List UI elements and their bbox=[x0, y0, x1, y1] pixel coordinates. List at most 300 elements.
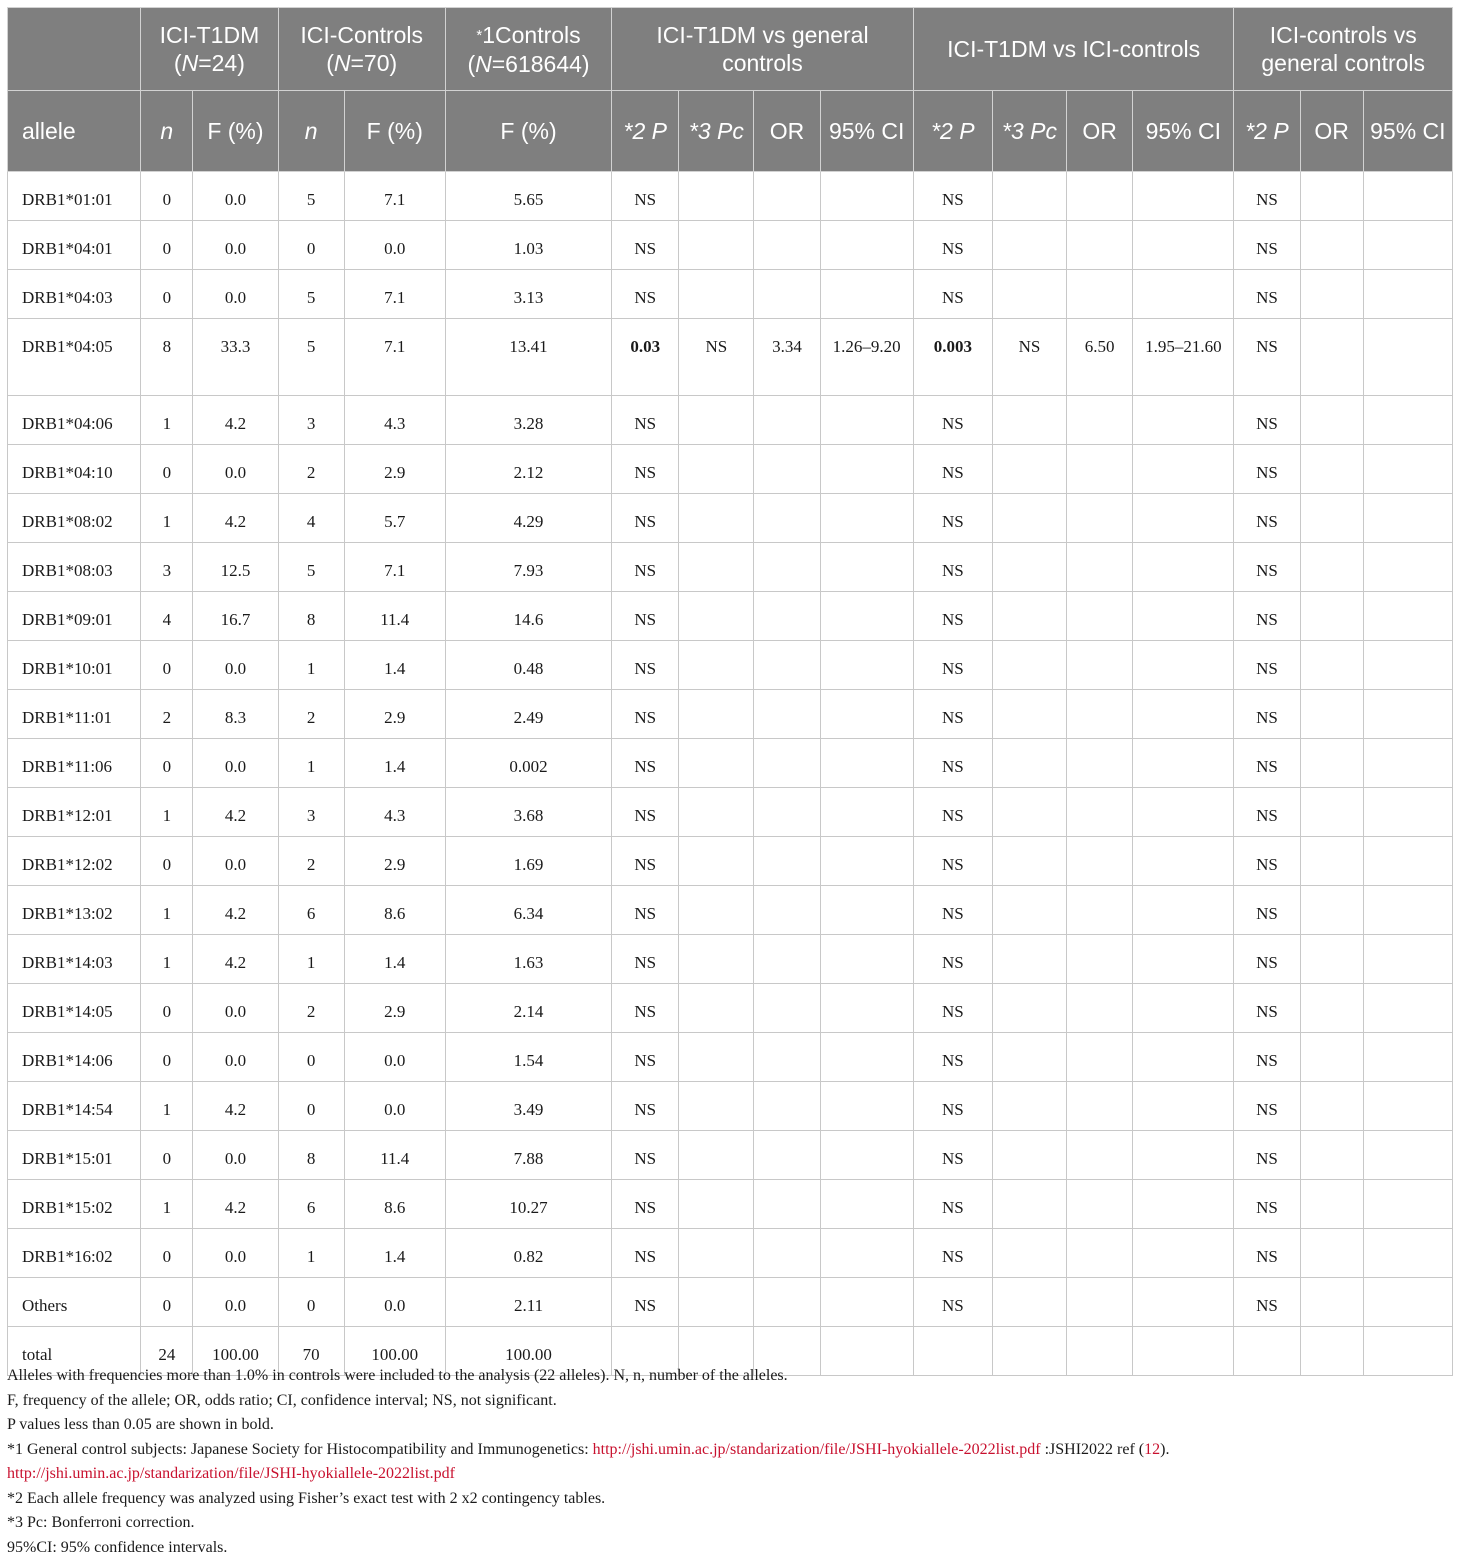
cell-p5: NS bbox=[913, 1180, 992, 1229]
cell-f1: 0.0 bbox=[193, 221, 278, 270]
cell-n2: 6 bbox=[278, 1180, 344, 1229]
cell-or5 bbox=[1067, 788, 1133, 837]
cell-or4 bbox=[754, 221, 820, 270]
cell-allele: DRB1*09:01 bbox=[8, 592, 141, 641]
cell-f2: 11.4 bbox=[344, 1131, 445, 1180]
cell-pc4: NS bbox=[679, 319, 754, 396]
header-ici-controls-n-letter: N bbox=[333, 50, 351, 76]
cell-ci6 bbox=[1363, 1278, 1452, 1327]
col-p5: *2 P bbox=[913, 91, 992, 172]
cell-p4: NS bbox=[612, 1278, 679, 1327]
cell-allele: DRB1*08:02 bbox=[8, 494, 141, 543]
footnote-line: 95%CI: 95% confidence intervals. bbox=[7, 1538, 228, 1556]
header-ici-controls-n-value: =70) bbox=[350, 50, 398, 76]
cell-f2: 4.3 bbox=[344, 788, 445, 837]
cell-f1: 0.0 bbox=[193, 984, 278, 1033]
table-row bbox=[8, 396, 1453, 445]
cell-or5 bbox=[1067, 1131, 1133, 1180]
table-row bbox=[8, 494, 1453, 543]
cell-n2: 0 bbox=[278, 1033, 344, 1082]
cell-f2: 11.4 bbox=[344, 592, 445, 641]
cell-n2: 8 bbox=[278, 1131, 344, 1180]
cell-p4: NS bbox=[612, 935, 679, 984]
cell-ci4 bbox=[820, 837, 913, 886]
cell-pc5 bbox=[992, 592, 1066, 641]
cell-f1: 100.00 bbox=[193, 1327, 278, 1376]
cell-pc4 bbox=[679, 494, 754, 543]
cell-p6: NS bbox=[1234, 1131, 1300, 1180]
cell-or4 bbox=[754, 690, 820, 739]
cell-or5 bbox=[1067, 221, 1133, 270]
cell-p5: NS bbox=[913, 543, 992, 592]
header-ici-t1dm-n-open: ( bbox=[173, 50, 182, 76]
cell-or4 bbox=[754, 592, 820, 641]
cell-p4: NS bbox=[612, 641, 679, 690]
header-general-controls-n-open: ( bbox=[467, 50, 476, 77]
cell-or6 bbox=[1300, 319, 1363, 396]
cell-f1: 4.2 bbox=[193, 1082, 278, 1131]
cell-p4: NS bbox=[612, 221, 679, 270]
cell-pc4 bbox=[679, 1033, 754, 1082]
header-general-controls-n-value: =618644) bbox=[491, 50, 590, 77]
table-row bbox=[8, 739, 1453, 788]
cell-or4 bbox=[754, 445, 820, 494]
cell-allele: DRB1*01:01 bbox=[8, 172, 141, 221]
cell-p6: NS bbox=[1234, 1033, 1300, 1082]
cell-ci6 bbox=[1363, 1180, 1452, 1229]
cell-ci6 bbox=[1363, 886, 1452, 935]
cell-or5: 6.50 bbox=[1067, 319, 1133, 396]
cell-n1: 0 bbox=[141, 641, 193, 690]
cell-p6: NS bbox=[1234, 935, 1300, 984]
cell-ci6 bbox=[1363, 1082, 1452, 1131]
cell-allele: DRB1*14:54 bbox=[8, 1082, 141, 1131]
col-pc5: *3 Pc bbox=[992, 91, 1066, 172]
footnote-text: :JSHI2022 ref ( bbox=[1040, 1440, 1145, 1458]
table-row bbox=[8, 445, 1453, 494]
table-row bbox=[8, 1082, 1453, 1131]
cell-or5 bbox=[1067, 1180, 1133, 1229]
cell-f3: 1.69 bbox=[445, 837, 611, 886]
cell-f1: 0.0 bbox=[193, 1131, 278, 1180]
cell-ci4 bbox=[820, 1131, 913, 1180]
cell-or4 bbox=[754, 935, 820, 984]
cell-pc4 bbox=[679, 396, 754, 445]
cell-n1: 24 bbox=[141, 1327, 193, 1376]
cell-or6 bbox=[1300, 543, 1363, 592]
cell-n2: 6 bbox=[278, 886, 344, 935]
cell-ci4 bbox=[820, 1229, 913, 1278]
col-n1: n bbox=[141, 91, 193, 172]
cell-n1: 0 bbox=[141, 445, 193, 494]
cell-f3: 7.88 bbox=[445, 1131, 611, 1180]
cell-or4 bbox=[754, 1180, 820, 1229]
cell-f2: 2.9 bbox=[344, 837, 445, 886]
cell-p6: NS bbox=[1234, 788, 1300, 837]
footnote-line bbox=[7, 1438, 1447, 1463]
cell-p4: NS bbox=[612, 396, 679, 445]
cell-ci6 bbox=[1363, 1229, 1452, 1278]
cell-f3: 2.49 bbox=[445, 690, 611, 739]
hla-allele-table bbox=[7, 7, 1453, 1376]
cell-f2: 8.6 bbox=[344, 1180, 445, 1229]
col-n2: n bbox=[278, 91, 344, 172]
cell-f2: 7.1 bbox=[344, 270, 445, 319]
cell-pc4 bbox=[679, 935, 754, 984]
cell-ci5 bbox=[1133, 1180, 1234, 1229]
cell-pc4 bbox=[679, 1278, 754, 1327]
col-f2: F (%) bbox=[344, 91, 445, 172]
col-ci4: 95% CI bbox=[820, 91, 913, 172]
cell-p6: NS bbox=[1234, 270, 1300, 319]
cell-ci6 bbox=[1363, 396, 1452, 445]
footnote-line: F, frequency of the allele; OR, odds ratio; CI, confidence interval; NS, not significant. bbox=[7, 1391, 557, 1409]
cell-p4: NS bbox=[612, 1180, 679, 1229]
table-row bbox=[8, 788, 1453, 837]
cell-ci5 bbox=[1133, 641, 1234, 690]
cell-f3: 1.63 bbox=[445, 935, 611, 984]
cell-p5: NS bbox=[913, 837, 992, 886]
cell-pc5 bbox=[992, 935, 1066, 984]
col-or6: OR bbox=[1300, 91, 1363, 172]
cell-p6: NS bbox=[1234, 1180, 1300, 1229]
cell-p6: NS bbox=[1234, 543, 1300, 592]
cell-pc4 bbox=[679, 445, 754, 494]
cell-p5: NS bbox=[913, 1033, 992, 1082]
table-row bbox=[8, 1180, 1453, 1229]
table-row bbox=[8, 1131, 1453, 1180]
cell-or5 bbox=[1067, 1082, 1133, 1131]
cell-or5 bbox=[1067, 837, 1133, 886]
cell-p6: NS bbox=[1234, 886, 1300, 935]
cell-f3: 1.03 bbox=[445, 221, 611, 270]
cell-or6 bbox=[1300, 837, 1363, 886]
cell-ci6 bbox=[1363, 172, 1452, 221]
cell-ci6 bbox=[1363, 837, 1452, 886]
cell-ci4 bbox=[820, 172, 913, 221]
table-row bbox=[8, 984, 1453, 1033]
table-row bbox=[8, 592, 1453, 641]
cell-f1: 4.2 bbox=[193, 1180, 278, 1229]
col-f3: F (%) bbox=[445, 91, 611, 172]
cell-or6 bbox=[1300, 445, 1363, 494]
cell-n2: 0 bbox=[278, 221, 344, 270]
header-ici-t1dm-label: ICI-T1DM bbox=[159, 22, 260, 48]
cell-n2: 5 bbox=[278, 270, 344, 319]
cell-allele: total bbox=[8, 1327, 141, 1376]
cell-ci5 bbox=[1133, 1278, 1234, 1327]
cell-or6 bbox=[1300, 1180, 1363, 1229]
cell-or4 bbox=[754, 543, 820, 592]
table-row bbox=[8, 1278, 1453, 1327]
cell-n2: 2 bbox=[278, 445, 344, 494]
table-body bbox=[8, 172, 1453, 1376]
cell-f2: 2.9 bbox=[344, 690, 445, 739]
table-footnotes bbox=[7, 1364, 1447, 1560]
cell-ci5 bbox=[1133, 270, 1234, 319]
cell-ci4 bbox=[820, 1278, 913, 1327]
cell-ci4: 1.26–9.20 bbox=[820, 319, 913, 396]
cell-ci5 bbox=[1133, 935, 1234, 984]
cell-allele: DRB1*04:05 bbox=[8, 319, 141, 396]
cell-allele: DRB1*04:03 bbox=[8, 270, 141, 319]
cell-p4: NS bbox=[612, 837, 679, 886]
cell-p5: NS bbox=[913, 494, 992, 543]
cell-n1: 0 bbox=[141, 1131, 193, 1180]
cell-or6 bbox=[1300, 788, 1363, 837]
cell-f3: 14.6 bbox=[445, 592, 611, 641]
cell-ci4 bbox=[820, 1033, 913, 1082]
col-or4: OR bbox=[754, 91, 820, 172]
table-row bbox=[8, 1033, 1453, 1082]
cell-p6: NS bbox=[1234, 641, 1300, 690]
cell-ci4 bbox=[820, 592, 913, 641]
cell-ci5 bbox=[1133, 1033, 1234, 1082]
cell-or6 bbox=[1300, 270, 1363, 319]
cell-p4: NS bbox=[612, 172, 679, 221]
cell-ci6 bbox=[1363, 592, 1452, 641]
cell-allele: DRB1*15:01 bbox=[8, 1131, 141, 1180]
header-ici-t1dm-n-letter: N bbox=[181, 50, 199, 76]
cell-p4: NS bbox=[612, 1082, 679, 1131]
cell-allele: DRB1*04:06 bbox=[8, 396, 141, 445]
cell-p5: NS bbox=[913, 1131, 992, 1180]
cell-n1: 0 bbox=[141, 172, 193, 221]
cell-n1: 0 bbox=[141, 837, 193, 886]
cell-f2: 0.0 bbox=[344, 1082, 445, 1131]
cell-p4: NS bbox=[612, 543, 679, 592]
cell-f2: 1.4 bbox=[344, 1229, 445, 1278]
cell-p6: NS bbox=[1234, 221, 1300, 270]
table-row bbox=[8, 1229, 1453, 1278]
cell-ci5 bbox=[1133, 984, 1234, 1033]
cell-p4: NS bbox=[612, 445, 679, 494]
cell-n2: 8 bbox=[278, 592, 344, 641]
cell-ci5 bbox=[1133, 739, 1234, 788]
cell-p5: NS bbox=[913, 396, 992, 445]
cell-or4 bbox=[754, 1229, 820, 1278]
cell-f1: 33.3 bbox=[193, 319, 278, 396]
cell-f2: 7.1 bbox=[344, 543, 445, 592]
cell-p4: NS bbox=[612, 1033, 679, 1082]
cell-p5: NS bbox=[913, 935, 992, 984]
cell-ci5 bbox=[1133, 494, 1234, 543]
cell-f3: 3.28 bbox=[445, 396, 611, 445]
cell-f1: 4.2 bbox=[193, 788, 278, 837]
cell-or4 bbox=[754, 1278, 820, 1327]
header-t1dm-vs-general: ICI-T1DM vs general controls bbox=[612, 8, 914, 91]
cell-allele: DRB1*08:03 bbox=[8, 543, 141, 592]
cell-pc5 bbox=[992, 1229, 1066, 1278]
cell-f3: 100.00 bbox=[445, 1327, 611, 1376]
cell-pc4 bbox=[679, 543, 754, 592]
cell-n2: 1 bbox=[278, 1229, 344, 1278]
cell-f3: 2.14 bbox=[445, 984, 611, 1033]
cell-ci4 bbox=[820, 1180, 913, 1229]
table-row bbox=[8, 221, 1453, 270]
cell-f3: 2.12 bbox=[445, 445, 611, 494]
cell-f2: 1.4 bbox=[344, 935, 445, 984]
cell-or5 bbox=[1067, 592, 1133, 641]
cell-f3: 5.65 bbox=[445, 172, 611, 221]
cell-ci6 bbox=[1363, 984, 1452, 1033]
cell-n2: 3 bbox=[278, 788, 344, 837]
table-row bbox=[8, 886, 1453, 935]
cell-ci4 bbox=[820, 445, 913, 494]
cell-ci4 bbox=[820, 641, 913, 690]
cell-ci5 bbox=[1133, 592, 1234, 641]
cell-p6: NS bbox=[1234, 445, 1300, 494]
cell-f1: 0.0 bbox=[193, 270, 278, 319]
cell-pc4 bbox=[679, 172, 754, 221]
cell-n2: 3 bbox=[278, 396, 344, 445]
cell-f2: 8.6 bbox=[344, 886, 445, 935]
cell-n1: 2 bbox=[141, 690, 193, 739]
cell-n2: 1 bbox=[278, 935, 344, 984]
cell-ci5 bbox=[1133, 221, 1234, 270]
col-p6: *2 P bbox=[1234, 91, 1300, 172]
cell-pc4 bbox=[679, 739, 754, 788]
cell-ci4 bbox=[820, 984, 913, 1033]
cell-f1: 0.0 bbox=[193, 445, 278, 494]
header-t1dm-vs-ici-controls: ICI-T1DM vs ICI-controls bbox=[913, 8, 1234, 91]
reference-link[interactable]: 12 bbox=[1144, 1440, 1161, 1458]
cell-or4 bbox=[754, 641, 820, 690]
cell-f1: 4.2 bbox=[193, 396, 278, 445]
cell-allele: DRB1*12:02 bbox=[8, 837, 141, 886]
cell-or6 bbox=[1300, 494, 1363, 543]
cell-f2: 0.0 bbox=[344, 1033, 445, 1082]
col-allele: allele bbox=[8, 91, 141, 172]
cell-ci5 bbox=[1133, 837, 1234, 886]
cell-or4: 3.34 bbox=[754, 319, 820, 396]
cell-f2: 0.0 bbox=[344, 1278, 445, 1327]
cell-pc5 bbox=[992, 984, 1066, 1033]
cell-n1: 0 bbox=[141, 739, 193, 788]
cell-p6: NS bbox=[1234, 172, 1300, 221]
cell-or5 bbox=[1067, 1278, 1133, 1327]
cell-pc5 bbox=[992, 739, 1066, 788]
cell-f3: 4.29 bbox=[445, 494, 611, 543]
footnote-line: *3 Pc: Bonferroni correction. bbox=[7, 1514, 195, 1531]
cell-ci5 bbox=[1133, 172, 1234, 221]
cell-ci5 bbox=[1133, 1131, 1234, 1180]
cell-p4: NS bbox=[612, 739, 679, 788]
cell-or6 bbox=[1300, 984, 1363, 1033]
cell-f1: 0.0 bbox=[193, 641, 278, 690]
cell-f2: 7.1 bbox=[344, 172, 445, 221]
cell-pc5 bbox=[992, 270, 1066, 319]
table-row bbox=[8, 543, 1453, 592]
cell-or5 bbox=[1067, 641, 1133, 690]
cell-ci6 bbox=[1363, 1131, 1452, 1180]
cell-p5: NS bbox=[913, 788, 992, 837]
cell-n2: 5 bbox=[278, 319, 344, 396]
table-row bbox=[8, 935, 1453, 984]
cell-or6 bbox=[1300, 886, 1363, 935]
cell-p5: NS bbox=[913, 1229, 992, 1278]
cell-or6 bbox=[1300, 641, 1363, 690]
cell-or4 bbox=[754, 984, 820, 1033]
table-row bbox=[8, 319, 1453, 396]
cell-ci4 bbox=[820, 221, 913, 270]
cell-p6: NS bbox=[1234, 984, 1300, 1033]
cell-n1: 8 bbox=[141, 319, 193, 396]
cell-allele: DRB1*14:05 bbox=[8, 984, 141, 1033]
cell-p6: NS bbox=[1234, 1082, 1300, 1131]
cell-pc5 bbox=[992, 788, 1066, 837]
cell-ci6 bbox=[1363, 494, 1452, 543]
cell-pc4 bbox=[679, 221, 754, 270]
cell-n1: 3 bbox=[141, 543, 193, 592]
cell-ci5 bbox=[1133, 788, 1234, 837]
cell-f3: 6.34 bbox=[445, 886, 611, 935]
cell-pc5 bbox=[992, 1278, 1066, 1327]
cell-allele: Others bbox=[8, 1278, 141, 1327]
footnote-line bbox=[7, 1462, 1447, 1487]
cell-ci4 bbox=[820, 739, 913, 788]
cell-or5 bbox=[1067, 396, 1133, 445]
cell-ci4 bbox=[820, 494, 913, 543]
cell-or5 bbox=[1067, 445, 1133, 494]
cell-or4 bbox=[754, 1131, 820, 1180]
cell-pc4 bbox=[679, 690, 754, 739]
cell-p4: NS bbox=[612, 1131, 679, 1180]
cell-or5 bbox=[1067, 690, 1133, 739]
header-ici-controls-vs-general: ICI-controls vs general controls bbox=[1234, 8, 1453, 91]
cell-or5 bbox=[1067, 543, 1133, 592]
jshi-link[interactable]: http://jshi.umin.ac.jp/standarization/file/JSHI-hyokiallele-2022list.pdf bbox=[7, 1465, 455, 1482]
cell-n2: 2 bbox=[278, 984, 344, 1033]
cell-f2: 4.3 bbox=[344, 396, 445, 445]
cell-ci5 bbox=[1133, 445, 1234, 494]
cell-n1: 1 bbox=[141, 396, 193, 445]
cell-n1: 0 bbox=[141, 1278, 193, 1327]
cell-p6: NS bbox=[1234, 690, 1300, 739]
header-general-controls-label: 1Controls bbox=[482, 21, 581, 48]
cell-n2: 4 bbox=[278, 494, 344, 543]
cell-pc5: NS bbox=[992, 319, 1066, 396]
cell-ci6 bbox=[1363, 690, 1452, 739]
cell-or5 bbox=[1067, 886, 1133, 935]
cell-pc4 bbox=[679, 1180, 754, 1229]
header-general-controls-n-letter: N bbox=[475, 50, 492, 77]
cell-allele: DRB1*11:01 bbox=[8, 690, 141, 739]
cell-f1: 0.0 bbox=[193, 837, 278, 886]
jshi-link[interactable]: http://jshi.umin.ac.jp/standarization/file/JSHI-hyokiallele-2022list.pdf bbox=[592, 1440, 1041, 1458]
col-or5: OR bbox=[1067, 91, 1133, 172]
header-row-groups bbox=[8, 8, 1453, 91]
cell-allele: DRB1*11:06 bbox=[8, 739, 141, 788]
cell-f3: 0.82 bbox=[445, 1229, 611, 1278]
cell-pc5 bbox=[992, 837, 1066, 886]
cell-p4: NS bbox=[612, 494, 679, 543]
cell-ci4 bbox=[820, 396, 913, 445]
cell-ci4 bbox=[820, 543, 913, 592]
cell-p5: NS bbox=[913, 690, 992, 739]
cell-ci5 bbox=[1133, 1229, 1234, 1278]
cell-ci4 bbox=[820, 690, 913, 739]
cell-ci6 bbox=[1363, 935, 1452, 984]
cell-pc5 bbox=[992, 1033, 1066, 1082]
cell-f1: 0.0 bbox=[193, 1229, 278, 1278]
cell-n2: 70 bbox=[278, 1327, 344, 1376]
table-row bbox=[8, 270, 1453, 319]
header-ici-controls-n-open: ( bbox=[326, 50, 334, 76]
col-f1: F (%) bbox=[193, 91, 278, 172]
cell-f3: 2.11 bbox=[445, 1278, 611, 1327]
cell-ci6 bbox=[1363, 1033, 1452, 1082]
